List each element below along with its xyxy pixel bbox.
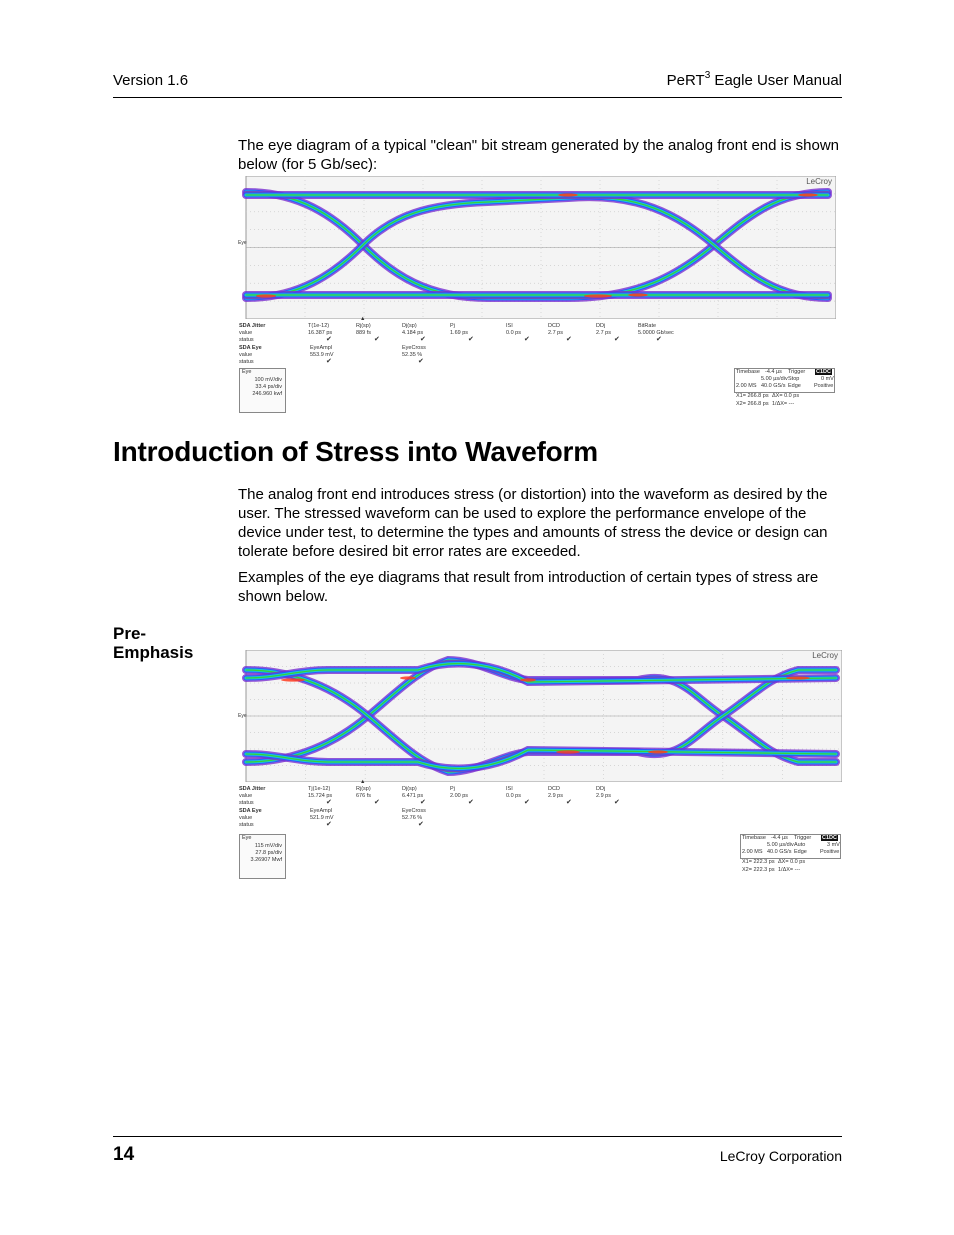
- status-check-icon: ✔: [614, 336, 620, 343]
- trace-hotspot: [798, 193, 818, 196]
- side-heading-line: Pre- Emphasis: [113, 624, 194, 662]
- channel-marker: Eye: [238, 713, 247, 719]
- sample-rate: 40.0 GS/s: [761, 383, 786, 389]
- trigger-mode: Stop: [788, 376, 800, 382]
- status-check-icon: ✔: [374, 799, 380, 806]
- status-check-icon: ✔: [614, 799, 620, 806]
- measurement-marker-icon: ▲: [360, 779, 366, 785]
- side-heading-pre-emphasis: [113, 624, 223, 662]
- trace-hotspot: [628, 293, 648, 296]
- jitter-value: 2.7 ps: [596, 330, 611, 336]
- trace-hotspot: [281, 678, 305, 681]
- jitter-header: DDj: [596, 786, 606, 792]
- header-manual-title: [667, 72, 842, 89]
- status-check-icon: ✔: [374, 336, 380, 343]
- jitter-header: DCD: [548, 786, 560, 792]
- jitter-row-label: status: [239, 800, 254, 806]
- channel-badge: C1DC: [816, 369, 831, 375]
- section-heading: Introduction of Stress into Waveform: [113, 436, 598, 467]
- trace-hotspot: [584, 294, 612, 297]
- cursor-readout: X1= 266.8 ps: [736, 393, 769, 399]
- jitter-value: 6.471 ps: [402, 793, 424, 799]
- jitter-header: Pj: [450, 786, 455, 792]
- sample-rate: 40.0 GS/s: [767, 849, 792, 855]
- trace-hotspot: [648, 750, 668, 753]
- status-check-icon: ✔: [468, 799, 474, 806]
- cursor-readout: X2= 222.3 ps: [742, 867, 775, 873]
- trigger-slope: Positive: [820, 849, 840, 855]
- eye-diagram-plot: [238, 176, 836, 319]
- jitter-row-label: value: [239, 330, 253, 336]
- jitter-value: 0.0 ps: [506, 793, 521, 799]
- eye-diagram-clean: [238, 176, 836, 414]
- eye-descriptor-text: 100 mV/div: [254, 377, 282, 383]
- jitter-header: Tj(1e-12): [308, 786, 331, 792]
- eye-header: EyeAmpl: [310, 345, 333, 351]
- eye-descriptor-text: 33.4 ps/div: [255, 384, 282, 390]
- timebase-per-div: 5.00 µs/div: [761, 376, 788, 382]
- status-check-icon: ✔: [326, 358, 332, 365]
- trigger-mode: Auto: [794, 842, 806, 848]
- eye-row-label: value: [239, 815, 253, 821]
- eye-trace-descriptor: [239, 368, 286, 413]
- trigger-level: 0 mV: [821, 376, 834, 382]
- measurement-panel: [238, 779, 842, 880]
- jitter-value: 889 fs: [356, 330, 371, 336]
- trace-hotspot: [558, 193, 578, 196]
- sample-count: 2.00 MS: [742, 849, 763, 855]
- header-rule: [113, 97, 842, 98]
- jitter-header: DDj: [596, 323, 606, 329]
- jitter-header: Rj(sp): [356, 786, 371, 792]
- eye-header: EyeCross: [402, 808, 426, 814]
- page-number: 14: [113, 1144, 135, 1165]
- jitter-value: 16.387 ps: [308, 330, 333, 336]
- footer-company: LeCroy Corporation: [719, 1148, 842, 1164]
- jitter-value: 2.9 ps: [548, 793, 563, 799]
- eye-descriptor-text: Eye: [242, 835, 252, 841]
- cursor-readout: X1= 222.3 ps: [742, 859, 775, 865]
- eye-label: SDA Eye: [239, 345, 262, 351]
- jitter-value: 1.69 ps: [450, 330, 469, 336]
- jitter-value: 15.724 ps: [308, 793, 333, 799]
- eye-value: 52.76 %: [402, 815, 423, 821]
- status-check-icon: ✔: [418, 358, 424, 365]
- eye-descriptor-text: 246.960 kwf: [252, 391, 282, 397]
- jitter-header: BitRate: [638, 323, 657, 329]
- status-check-icon: ✔: [524, 336, 530, 343]
- jitter-row-label: value: [239, 793, 253, 799]
- timebase-label: Timebase: [742, 835, 766, 841]
- lecroy-logo: LeCroy: [806, 177, 832, 186]
- timebase-trigger-panel: [734, 368, 835, 393]
- channel-badge: C1DC: [822, 835, 837, 841]
- eye-row-label: value: [239, 352, 253, 358]
- measurement-marker-icon: ▲: [360, 316, 366, 322]
- measurement-panel: [238, 316, 836, 414]
- trace-hotspot: [556, 750, 580, 753]
- trace-hotspot: [256, 294, 276, 297]
- eye-value: 553.9 mV: [310, 352, 334, 358]
- eye-descriptor-text: 115 mV/div: [254, 843, 282, 849]
- jitter-header: T(1e-12): [308, 323, 330, 329]
- eye-diagram-pre-emphasis: [238, 650, 842, 880]
- eye-trace-descriptor: [239, 834, 286, 879]
- timebase-delay: -4.4 µs: [771, 835, 788, 841]
- header-version: Version 1.6: [113, 72, 189, 89]
- jitter-header: Dj(sp): [402, 786, 417, 792]
- jitter-header: Rj(sp): [356, 323, 371, 329]
- status-check-icon: ✔: [420, 799, 426, 806]
- jitter-value: 2.9 ps: [596, 793, 611, 799]
- manual-title-superscript: 3: [704, 70, 711, 81]
- jitter-value: 4.184 ps: [402, 330, 424, 336]
- cursor-delta-readout: 1/ΔX= ---: [772, 401, 795, 407]
- trace-hotspot: [520, 678, 536, 681]
- trigger-slope: Positive: [814, 383, 834, 389]
- status-check-icon: ✔: [524, 799, 530, 806]
- trace-hotspot: [786, 676, 810, 679]
- eye-descriptor-text: 27.8 ps/div: [255, 850, 282, 856]
- timebase-per-div: 5.00 µs/div: [767, 842, 794, 848]
- eye-value: 521.9 mV: [310, 815, 334, 821]
- timebase-label: Timebase: [736, 369, 760, 375]
- trigger-level: 3 mV: [827, 842, 840, 848]
- status-check-icon: ✔: [420, 336, 426, 343]
- jitter-value: 676 fs: [356, 793, 371, 799]
- timebase-trigger-panel: [740, 834, 841, 859]
- jitter-header: Dj(sp): [402, 323, 417, 329]
- eye-header: EyeAmpl: [310, 808, 333, 814]
- eye-descriptor-text: Eye: [242, 369, 252, 375]
- timebase-delay: -4.4 µs: [765, 369, 782, 375]
- status-check-icon: ✔: [468, 336, 474, 343]
- status-check-icon: ✔: [326, 336, 332, 343]
- eye-value: 52.35 %: [402, 352, 423, 358]
- jitter-value: 2.7 ps: [548, 330, 563, 336]
- lecroy-logo: LeCroy: [812, 651, 838, 660]
- cursor-delta-readout: 1/ΔX= ---: [778, 867, 801, 873]
- cursor-delta-readout: ΔX= 0.0 ps: [772, 393, 800, 399]
- trigger-type: Edge: [788, 383, 801, 389]
- intro-paragraph: The eye diagram of a typical "clean" bit stream generated by the analog front end is shown below (for 5 Gb/sec):: [238, 137, 839, 173]
- status-check-icon: ✔: [566, 336, 572, 343]
- jitter-label: SDA Jitter: [239, 323, 266, 329]
- jitter-row-label: status: [239, 337, 254, 343]
- jitter-value: 0.0 ps: [506, 330, 521, 336]
- jitter-value: 5.0000 Gb/sec: [638, 330, 674, 336]
- eye-header: EyeCross: [402, 345, 426, 351]
- status-check-icon: ✔: [418, 821, 424, 828]
- manual-title-prefix: PeRT: [666, 72, 705, 89]
- jitter-header: Pj: [450, 323, 455, 329]
- jitter-label: SDA Jitter: [239, 786, 266, 792]
- sample-count: 2.00 MS: [736, 383, 757, 389]
- jitter-header: DCD: [548, 323, 560, 329]
- manual-title-suffix: Eagle User Manual: [710, 72, 842, 89]
- trace-hotspot: [400, 676, 416, 679]
- trigger-type: Edge: [794, 849, 807, 855]
- eye-row-label: status: [239, 822, 254, 828]
- trigger-label: Trigger: [788, 369, 806, 375]
- eye-label: SDA Eye: [239, 808, 262, 814]
- cursor-delta-readout: ΔX= 0.0 ps: [778, 859, 806, 865]
- section-paragraph-2: Examples of the eye diagrams that result from introduction of certain types of stress are shown below.: [238, 569, 819, 605]
- status-check-icon: ✔: [326, 821, 332, 828]
- jitter-value: 2.00 ps: [450, 793, 469, 799]
- footer-rule: [113, 1136, 842, 1137]
- section-paragraph-1: The analog front end introduces stress (or distortion) into the waveform as desired by the user. The stressed waveform can be used to explore the performance envelope of the device under test, to determine the types and amounts of stress the device or design can tolerate before desired bit error rates are exceeded.: [238, 486, 828, 560]
- jitter-header: ISI: [506, 323, 513, 329]
- trigger-label: Trigger: [794, 835, 812, 841]
- cursor-readout: X2= 266.8 ps: [736, 401, 769, 407]
- status-check-icon: ✔: [656, 336, 662, 343]
- eye-row-label: status: [239, 359, 254, 365]
- eye-diagram-plot: [238, 650, 842, 782]
- eye-descriptor-text: 3.26907 Mwf: [250, 857, 282, 863]
- jitter-header: ISI: [506, 786, 513, 792]
- status-check-icon: ✔: [326, 799, 332, 806]
- channel-marker: Eye: [238, 240, 247, 246]
- status-check-icon: ✔: [566, 799, 572, 806]
